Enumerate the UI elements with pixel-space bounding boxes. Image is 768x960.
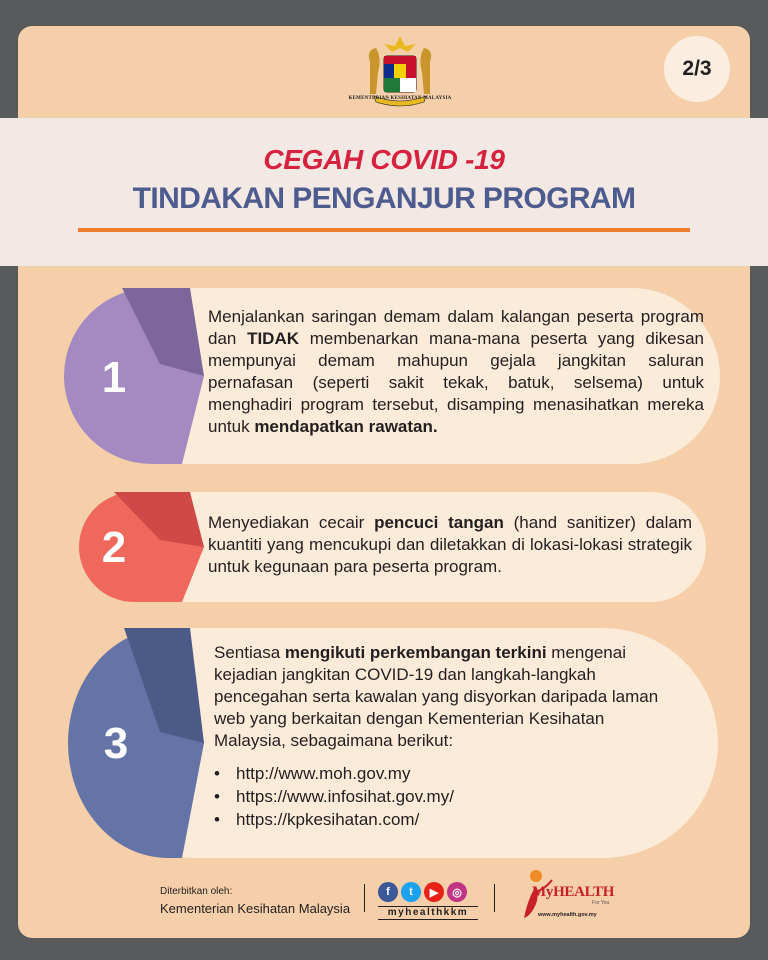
twitter-icon[interactable]: t: [401, 882, 421, 902]
title-main: CEGAH COVID -19: [263, 144, 505, 175]
youtube-icon[interactable]: ▶: [424, 882, 444, 902]
footer-divider-2: [494, 884, 495, 912]
step-2-text: Menyediakan cecair pencuci tangan (hand sanitizer) dalam kuantiti yang mencukupi dan diletakkan di lokasi-lokasi strategik untuk kegunaan para peserta program.: [208, 513, 692, 576]
myhealth-brand: MyHEALTH: [532, 884, 615, 900]
facebook-icon[interactable]: f: [378, 882, 398, 902]
title-underline: [78, 228, 690, 232]
reference-link-list: [214, 762, 676, 831]
publisher-name: Kementerian Kesihatan Malaysia: [160, 901, 351, 916]
myhealth-url[interactable]: www.myhealth.gov.my: [538, 912, 597, 918]
social-handle: myhealthkkm: [378, 906, 478, 920]
ministry-label: KEMENTERIAN KESIHATAN MALAYSIA: [348, 96, 452, 101]
instagram-icon[interactable]: ◎: [447, 882, 467, 902]
social-icons: [378, 882, 467, 902]
link-moh[interactable]: • http://www.moh.gov.my: [214, 762, 676, 785]
link-infosihat[interactable]: • https://www.infosihat.gov.my/: [214, 785, 676, 808]
step-3-number: 3: [103, 719, 129, 768]
step-2-number: 2: [101, 523, 127, 572]
step-3-number-shape: [64, 628, 214, 858]
step-3-text: Sentiasa mengikuti perkembangan terkini mengenai kejadian jangkitan COVID-19 dan langkah-langkah pencegahan serta kawalan yang disyorkan daripada laman web yang berkaitan dengan Kementerian Kesihatan Malaysia, sebagaimana berikut: • http://www.moh.gov.my • https://www.infosihat.gov.my/ • https://kpkesihatan.com/: [214, 642, 676, 831]
step-1-number-shape: [64, 288, 214, 464]
step-1-text: Menjalankan saringan demam dalam kalangan peserta program dan TIDAK membenarkan mana-mana peserta yang dikesan mempunyai demam mahupun gejala jangkitan saluran pernafasan (seperti sakit tekak, batuk, selsema) untuk menghadiri program tersebut, disamping menasihatkan mereka untuk mendapatkan rawatan.: [208, 307, 705, 436]
footer-divider-1: [364, 884, 365, 912]
page-indicator-badge: 2/3: [664, 36, 730, 102]
myhealth-tagline: For You: [592, 900, 610, 906]
step-2-number-shape: [64, 492, 214, 602]
step-1-number: 1: [101, 353, 127, 402]
title-subtitle: TINDAKAN PENGANJUR PROGRAM: [132, 182, 636, 215]
published-by-label: Diterbitkan oleh:: [160, 886, 233, 897]
link-kpkesihatan[interactable]: • https://kpkesihatan.com/: [214, 808, 676, 831]
